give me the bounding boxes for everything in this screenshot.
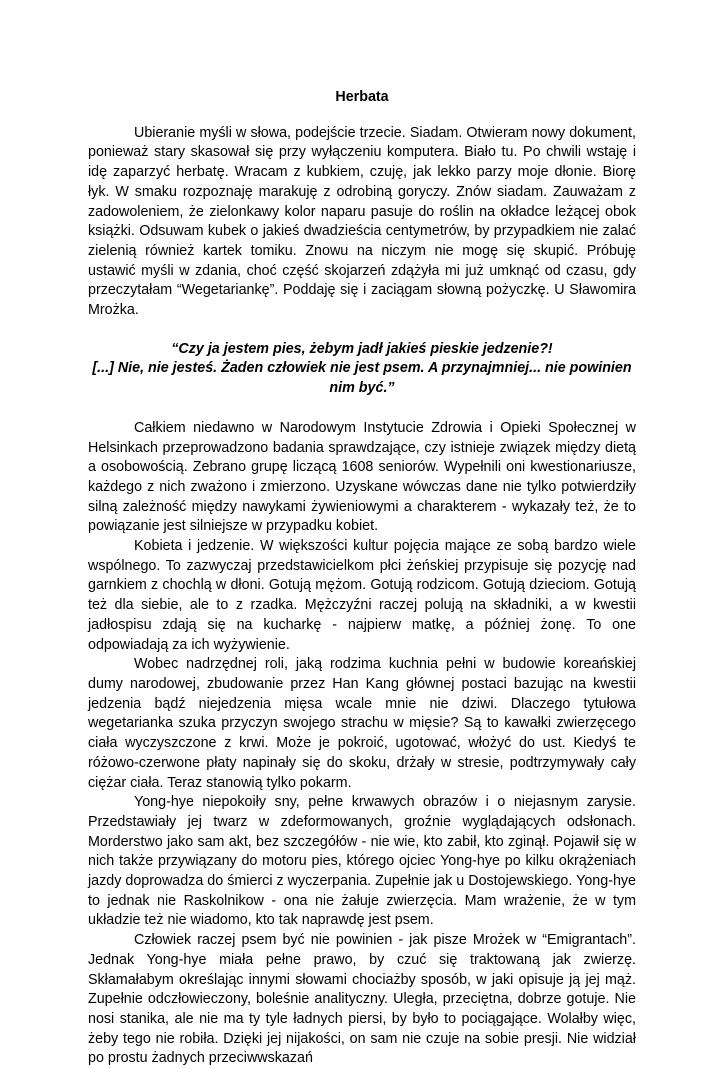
quote-line-2: [...] Nie, nie jesteś. Żaden człowiek nie jest psem. A przynajmniej... nie powinien nim być.” — [92, 360, 632, 397]
paragraph-intro: Ubieranie myśli w słowa, podejście trzecie. Siadam. Otwieram nowy dokument, ponieważ stary skasował się przy wyłączeniu komputera. Biało tu. Po chwili wstaję i idę zaparzyć herbatę. Wracam z kubkiem, czuję, jak lekko parzy moje dłonie. Biorę łyk. W smaku rozpoznaję marakuję z odrobiną goryczy. Znów siadam. Zauważam z zadowoleniem, że zielonkawy kolor naparu pasuje do roślin na okładce leżącej obok książki. Odsuwam kubek o jakieś dwadzieścia centymetrów, by przypadkiem nie zalać zielenią również kartek tomiku. Znowu na niczym nie mogę się skupić. Próbuję ustawić myśli w zdania, choć część skojarzeń zdążyła mi już umknąć od czasu, gdy przeczytałam “Wegetariankę”. Poddaję się i zaciągam słowną pożyczkę. U Sławomira Mrożka. — [88, 124, 636, 319]
quote-block — [88, 340, 636, 399]
quote-line-1: “Czy ja jestem pies, żebym jadł jakieś pieskie jedzenie?! — [171, 340, 553, 357]
document-title: Herbata — [335, 89, 389, 105]
paragraph-5: Człowiek raczej psem być nie powinien - jak pisze Mrożek w “Emigrantach”. Jednak Yong-hye miała pełne prawo, by czuć się traktowaną jak zwierzę. Skłamałabym określając innymi słowami chociażby sposób, w jaki opisuje ją jej mąż. Zupełnie odczłowieczony, boleśnie analityczny. Uległa, przeciętna, dobrze gotuje. Nie nosi stanika, ale nie ma ty tyle ładnych piersi, by było to pociągające. Wolałby więc, żeby tego nie robiła. Dzięki jej nijakości, on sam nie czuje na sobie presji. Nie widział po prostu żadnych przeciwwskazań — [88, 932, 636, 1067]
paragraph-4: Yong-hye niepokoiły sny, pełne krwawych obrazów i o niejasnym zarysie. Przedstawiały jej twarz w zdeformowanych, groźnie wyglądających odsłonach. Morderstwo jako sam akt, bez szczegółów - nie wie, kto zabił, kto zginął. Pojawił się w nich także przywiązany do motoru pies, którego ojciec Yong-hye po kilku okrążeniach jazdy doprowadza do śmierci z wyczerpania. Zupełnie jak u Dostojewskiego. Yong-hye to jednak nie Raskolnikow - ona nie żałuje zwierzęcia. Mam wrażenie, że w tym układzie też nie wiadomo, kto tak naprawdę jest psem. — [88, 794, 636, 929]
paragraph-3: Wobec nadrzędnej roli, jaką rodzima kuchnia pełni w budowie koreańskiej dumy narodowej, zbudowanie przez Han Kang głównej postaci bazując na kwestii jedzenia bądź niejedzenia mięsa wcale mnie nie dziwi. Dlaczego tytułowa wegetarianka szuka przyczyn swojego strachu w mięsie? Są to kawałki zwierzęcego ciała wyczyszczone z krwi. Może je pokroić, ugotować, włożyć do ust. Kiedyś te różowo-czerwone płaty napinały się do skoku, drżały w stresie, podtrzymywały cały ciężar ciała. Teraz stanowią tylko pokarm. — [88, 656, 636, 791]
document-page — [88, 88, 636, 1069]
paragraph-1: Całkiem niedawno w Narodowym Instytucie Zdrowia i Opieki Społecznej w Helsinkach przeprowadzono badania sprawdzające, czy istnieje związek między dietą a osobowością. Zebrano grupę liczącą 1608 seniorów. Wypełnili oni kwestionariusze, każdego z nich zważono i zmierzono. Uzyskane wówczas dane nie tylko potwierdziły silną zależność między nawykami żywieniowymi a charakterem - wykazały też, że to powiązanie jest silniejsze w przypadku kobiet. — [88, 419, 636, 535]
paragraph-2: Kobieta i jedzenie. W większości kultur pojęcia mające ze sobą bardzo wiele wspólnego. To zazwyczaj przedstawicielkom płci żeńskiej przypisuje się pozycję nad garnkiem z chochlą w dłoni. Gotują mężom. Gotują rodzicom. Gotują dzieciom. Gotują też dla siebie, ale to z rzadka. Mężczyźni raczej polują na składniki, a w kwestii jadłospisu zdają się na kucharkę - najpierw matkę, a później żonę. To one odpowiadają za ich wyżywienie. — [88, 538, 636, 653]
